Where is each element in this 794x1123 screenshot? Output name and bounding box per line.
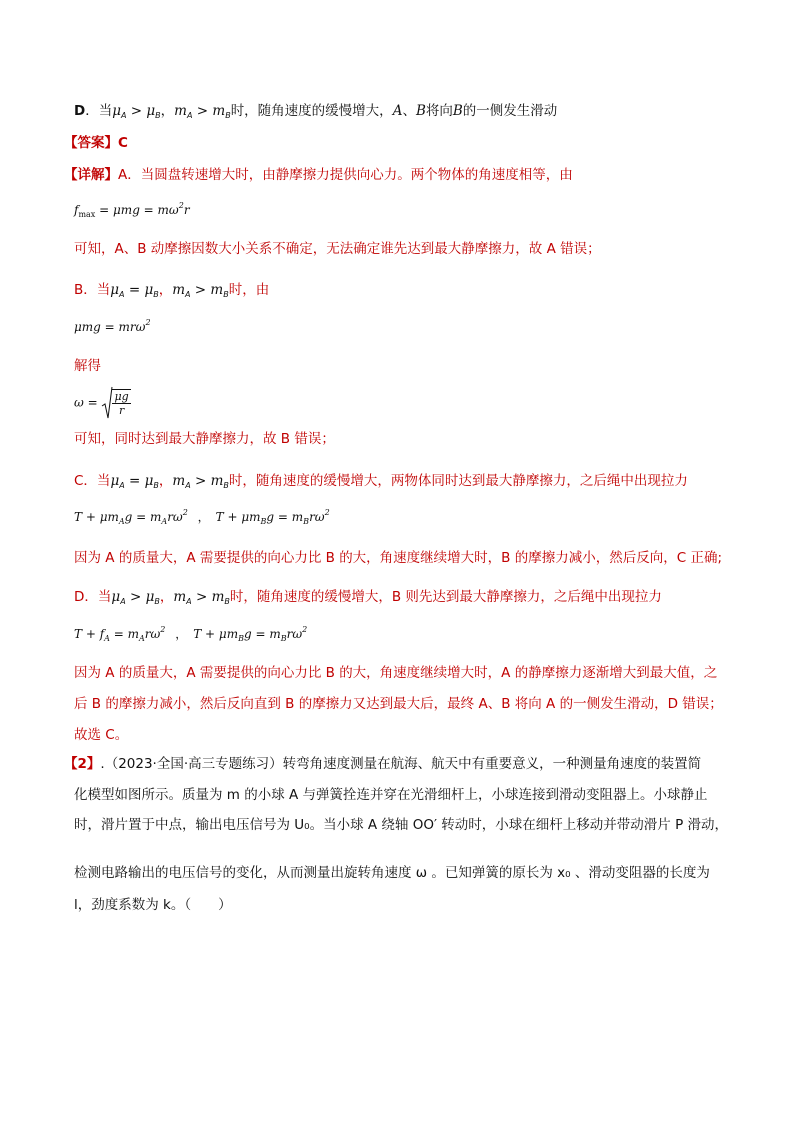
formula-umg: μmg = mrω$^2$: [74, 318, 151, 334]
b-pre: B．当: [74, 282, 111, 298]
c-pre: C．当: [74, 473, 111, 489]
because-c: 因为 A 的质量大，A 需要提供的向心力比 B 的大，角速度继续增大时，B 的摩擦力减小，然后反向，C 正确;: [74, 550, 723, 566]
known-a: 可知，A、B 动摩擦因数大小关系不确定，无法确定谁先达到最大静摩擦力，故 A 错误；: [74, 241, 601, 257]
solve-label: 解得: [74, 358, 101, 374]
q2-text-1: .（2023·全国·高三专题练习）转弯角速度测量在航海、航天中有重要意义，一种测量角速度的装置简: [100, 756, 702, 772]
d-post: 时，随角速度的缓慢增大，B 则先达到最大静摩擦力，之后绳中出现拉力: [229, 589, 662, 605]
option-c-detail: C．当$\mu_A = \mu_B$，$m_A > m_B$时，随角速度的缓慢增大，两物体同时达到最大静摩擦力，之后绳中出现拉力: [74, 473, 688, 490]
d-pre: D．当: [74, 589, 112, 605]
detail-a-line: [64, 166, 573, 184]
q2-tag: 【2】: [64, 756, 101, 772]
answer-label: 【答案】: [64, 135, 118, 151]
detail-label: 【详解】: [64, 167, 118, 183]
q2-line-5: l，劲度系数为 k。（ ）: [74, 897, 232, 913]
option-d-detail: D．当$\mu_A > \mu_B$，$m_A > m_B$时，随角速度的缓慢增大，B 则先达到最大静摩擦力，之后绳中出现拉力: [74, 589, 662, 606]
q2-line-4: 检测电路输出的电压信号的变化，从而测量出旋转角速度 ω 。已知弹簧的原长为 x₀ 、滑动变阻器的长度为: [74, 865, 710, 881]
c-post: 时，随角速度的缓慢增大，两物体同时达到最大静摩擦力，之后绳中出现拉力: [228, 473, 688, 489]
q2-line-1: [64, 755, 701, 773]
because-d-2: 后 B 的摩擦力减小，然后反向直到 B 的摩擦力又达到最大后，最终 A、B 将向 A 的一侧发生滑动，D 错误；: [74, 696, 723, 712]
b-post: 时，由: [228, 282, 270, 298]
choose-c: 故选 C。: [74, 727, 129, 743]
formula-c: $T + \mu m_Ag = m_Ar\omega^2$ ， $T + \mu m_Bg = m_Br\omega^2$: [74, 508, 330, 526]
formula-d: $T + f_A = m_Ar\omega^2$ ， $T + \mu m_Bg = m_Br\omega^2$: [74, 625, 308, 643]
q2-line-2: 化模型如图所示。质量为 m 的小球 A 与弹簧拴连并穿在光滑细杆上，小球连接到滑动变阻器上。小球静止: [74, 787, 708, 803]
option-b-detail: B．当$\mu_A = \mu_B$，$m_A > m_B$时，由: [74, 282, 270, 299]
answer-line: [64, 134, 128, 152]
option-d: D．当$\mu_A > \mu_B$，$m_A > m_B$时，随角速度的缓慢增大，A、B将向B的一侧发生滑动: [74, 103, 558, 120]
answer-value: C: [118, 135, 128, 151]
because-d-1: 因为 A 的质量大，A 需要提供的向心力比 B 的大，角速度继续增大时，A 的静摩擦力逐渐增大到最大值，之: [74, 665, 718, 681]
q2-line-3: 时，滑片置于中点，输出电压信号为 U₀。当小球 A 绕轴 OO′ 转动时，小球在细杆上移动并带动滑片 P 滑动，: [74, 817, 729, 833]
known-b: 可知，同时达到最大静摩擦力，故 B 错误；: [74, 431, 335, 447]
formula-fmax: $f_{max} = \mu mg = m\omega^2r$: [74, 201, 190, 219]
formula-omega: ω = $\frac{\mu g}{r}$: [74, 386, 131, 420]
detail-a-text: A．当圆盘转速增大时，由静摩擦力提供向心力。两个物体的角速度相等，由: [118, 167, 573, 183]
